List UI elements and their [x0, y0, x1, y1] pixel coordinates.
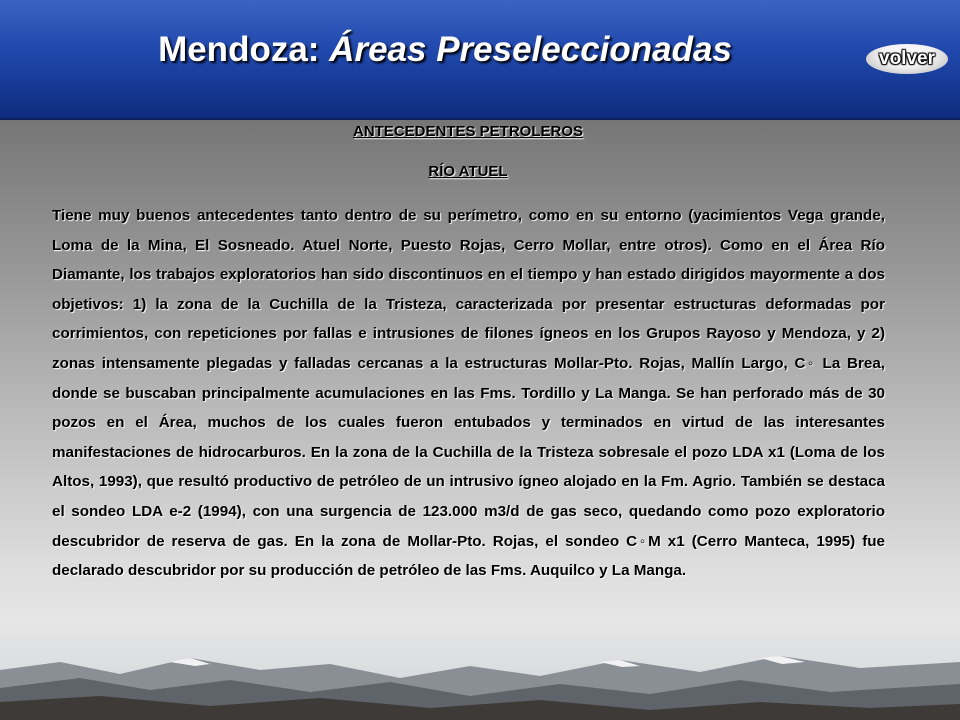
header-banner [0, 0, 960, 120]
title-main: Mendoza: [158, 30, 330, 69]
section-heading: ANTECEDENTES PETROLEROS [352, 123, 584, 140]
mountain-landscape-image [0, 640, 960, 720]
page-title [0, 30, 890, 70]
body-paragraph: Tiene muy buenos antecedentes tanto dentro de su perímetro, como en su entorno (yacimientos Vega grande, Loma de la Mina, El Sosneado. Atuel Norte, Puesto Rojas, Cerro Mollar, entre otros). Como en el Área Río Diamante, los trabajos exploratorios han sido discontinuos en el tiempo y han estado dirigidos mayormente a dos objetivos: 1) la zona de la Cuchilla de la Tristeza, caracterizada por presentar estructuras deformadas por corrimientos, con repeticiones por fallas e intrusiones de filones ígneos en los Grupos Rayoso y Mendoza, y 2) zonas intensamente plegadas y falladas cercanas a la estructuras Mollar-Pto. Rojas, Mallín Largo, C◦ La Brea, donde se buscaban principalmente acumulaciones en las Fms. Tordillo y La Manga. Se han perforado más de 30 pozos en el Área, muchos de los cuales fueron entubados y terminados en virtud de las interesantes manifestaciones de hidrocarburos. En la zona de la Cuchilla de la Tristeza sobresale el pozo LDA x1 (Loma de los Altos, 1993), que resultó productivo de petróleo de un intrusivo ígneo alojado en la Fm. Agrio. También se destaca el sondeo LDA e-2 (1994), con una surgencia de 123.000 m3/d de gas seco, quedando como pozo exploratorio descubridor de reserva de gas. En la zona de Mollar-Pto. Rojas, el sondeo C◦M x1 (Cerro Manteca, 1995) fue declarado descubridor por su producción de petróleo de las Fms. Auquilco y La Manga. [52, 207, 885, 580]
subsection-heading: RÍO ATUEL [428, 163, 508, 180]
title-italic: Áreas Preseleccionadas [329, 30, 732, 69]
back-button[interactable]: volver [866, 44, 948, 74]
